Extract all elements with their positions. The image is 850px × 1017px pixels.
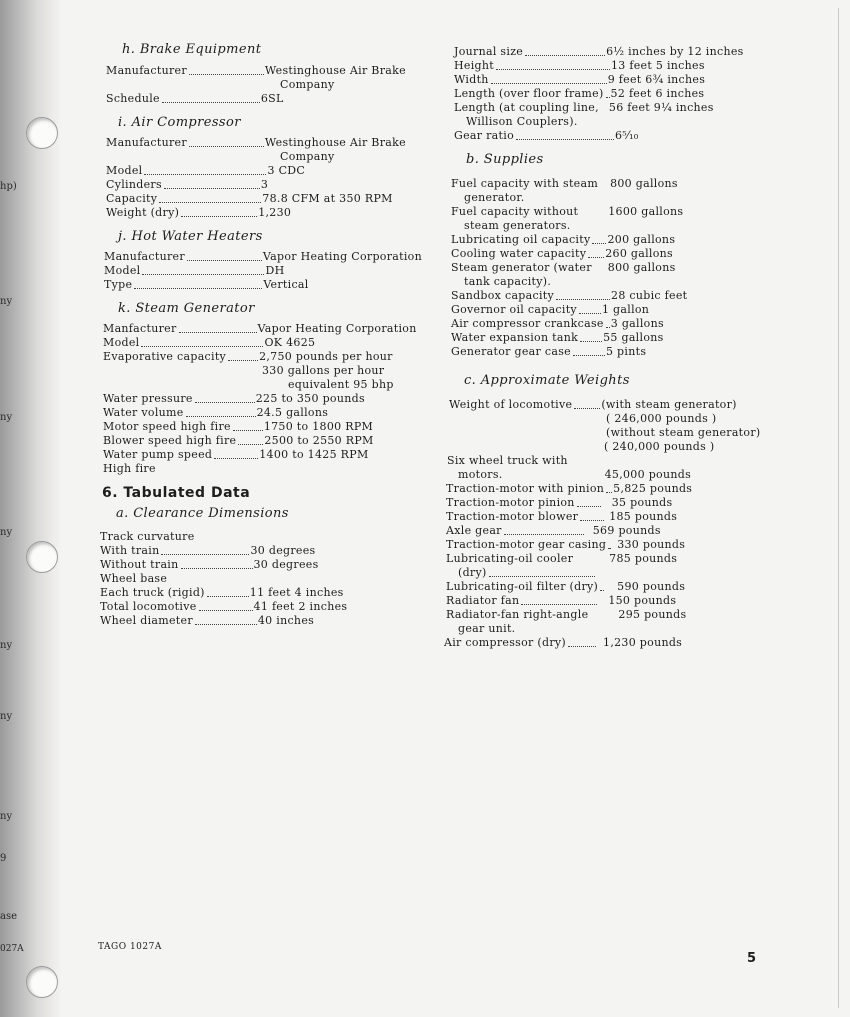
row-value: Vertical	[263, 278, 309, 291]
row-label: Six wheel truck with	[447, 454, 568, 467]
heaters-type-row	[104, 278, 430, 292]
dot-leader	[195, 392, 255, 403]
row-value: 590 pounds	[617, 580, 686, 593]
spacer	[598, 594, 608, 608]
row-value: 1600 gallons	[608, 205, 684, 218]
dot-leader	[580, 331, 602, 342]
cooling-row	[451, 247, 776, 261]
with-train-row	[100, 544, 430, 558]
row-label: Length (at coupling line,	[454, 101, 599, 114]
row-value: 52 feet 6 inches	[610, 87, 705, 100]
generator-heading: k. Steam Generator	[118, 301, 255, 316]
dot-leader	[207, 586, 249, 597]
row-label: Evaporative capacity	[103, 350, 227, 363]
gear-ratio-row	[454, 129, 776, 143]
row-value: DH	[265, 264, 285, 277]
dot-leader	[504, 524, 584, 535]
total-locomotive-row	[100, 600, 430, 614]
loco-weight-cont	[446, 440, 776, 454]
six-wheel-row	[447, 454, 776, 468]
row-value: Vapor Heating Corporation	[257, 322, 417, 335]
row-label: Wheel diameter	[100, 614, 193, 627]
dot-leader	[579, 303, 601, 314]
row-value: Westinghouse Air Brake	[264, 136, 406, 149]
spacer	[598, 177, 610, 191]
row-value: steam generators.	[464, 219, 571, 232]
dot-leader	[134, 278, 262, 289]
row-value: 1750 to 1800 RPM	[263, 420, 374, 433]
brake-manufacturer-row	[106, 64, 430, 78]
row-label: Lubricating-oil cooler	[446, 552, 574, 565]
dot-leader	[491, 73, 607, 84]
compressor-capacity-row	[106, 192, 430, 206]
row-label: Width	[454, 73, 489, 86]
document-code: TAGO 1027A	[98, 942, 162, 952]
margin-fragment: ny	[0, 527, 13, 538]
row-label: Motor speed high fire	[103, 420, 231, 433]
margin-fragment: ny	[0, 711, 13, 722]
row-value: 30 degrees	[250, 544, 316, 557]
row-label: Model	[106, 164, 143, 177]
loco-weight-cont	[446, 412, 776, 426]
fan-gear-row	[446, 608, 776, 622]
section-heading: 6. Tabulated Data	[102, 485, 251, 501]
row-value: 569 pounds	[592, 524, 661, 537]
supplies-heading: b. Supplies	[466, 152, 544, 167]
dot-leader	[159, 192, 261, 203]
row-value: 185 pounds	[609, 510, 678, 523]
generator-blower-row	[103, 434, 430, 448]
dot-leader	[525, 45, 605, 56]
cooler-cont	[458, 566, 776, 580]
length-floor-row	[454, 87, 776, 101]
length-coupling-row	[454, 101, 776, 115]
row-label: Water pump speed	[103, 448, 213, 461]
generator-evap-cont	[100, 378, 430, 392]
row-value: ( 246,000 pounds )	[606, 412, 717, 425]
compressor-weight-row	[106, 206, 430, 220]
margin-fragment: ny	[0, 811, 13, 822]
row-value: 1,230 pounds	[603, 636, 683, 649]
row-label: Wheel base	[100, 572, 168, 585]
row-value: 225 to 350 pounds	[255, 392, 365, 405]
row-label: Track curvature	[100, 530, 195, 543]
row-label: Traction-motor pinion	[446, 496, 575, 509]
row-label: Manfacturer	[103, 322, 177, 335]
dot-leader	[186, 406, 256, 417]
compressor-cylinders-row	[106, 178, 430, 192]
row-value: 150 pounds	[608, 594, 677, 607]
dot-leader	[181, 558, 253, 569]
heaters-manufacturer-row	[104, 250, 430, 264]
row-value: Company	[280, 78, 335, 91]
compressor-manufacturer-row	[106, 136, 430, 150]
row-value: 56 feet 9¼ inches	[608, 101, 714, 114]
row-value: Company	[280, 150, 335, 163]
row-label: Without train	[100, 558, 179, 571]
row-label: Lubricating oil capacity	[451, 233, 591, 246]
cooler-row	[446, 552, 776, 566]
dot-leader	[592, 233, 606, 244]
dot-leader	[189, 136, 264, 147]
row-label: Fuel capacity without	[451, 205, 579, 218]
blower-row	[446, 510, 776, 524]
expansion-row	[451, 331, 776, 345]
dot-leader	[233, 420, 263, 431]
filter-row	[446, 580, 776, 594]
width-row	[454, 73, 776, 87]
weights-heading: c. Approximate Weights	[464, 373, 630, 388]
dot-leader	[238, 434, 263, 445]
compressor-heading: i. Air Compressor	[118, 115, 241, 130]
heaters-model-row	[104, 264, 430, 278]
wheel-base-row	[100, 572, 430, 586]
dot-leader	[164, 178, 260, 189]
row-label: Length (over floor frame)	[454, 87, 604, 100]
row-value: 200 gallons	[607, 233, 676, 246]
row-value: 11 feet 4 inches	[249, 586, 344, 599]
dot-leader	[199, 600, 253, 611]
generator-highfire-row	[103, 462, 430, 476]
row-value: 295 pounds	[618, 608, 687, 621]
left-column	[100, 42, 430, 628]
without-train-row	[100, 558, 430, 572]
row-value: 40 inches	[257, 614, 315, 627]
row-label: Fuel capacity with steam	[451, 177, 599, 190]
row-label: Sandbox capacity	[451, 289, 555, 302]
row-value: 30 degrees	[253, 558, 319, 571]
generator-pressure-row	[103, 392, 430, 406]
generator-pump-row	[103, 448, 430, 462]
row-label: Traction-motor with pinion	[446, 482, 605, 495]
row-label: Axle gear	[446, 524, 502, 537]
row-value: 330 gallons per hour	[262, 364, 385, 377]
brake-schedule-row	[106, 92, 430, 106]
margin-fragment: ny	[0, 412, 13, 423]
row-label: Water expansion tank	[451, 331, 579, 344]
punch-hole	[26, 966, 58, 998]
margin-fragment: ny	[0, 296, 13, 307]
row-value: Westinghouse Air Brake	[264, 64, 406, 77]
row-label: Total locomotive	[100, 600, 197, 613]
row-label: motors.	[458, 468, 503, 481]
row-label: Manufacturer	[106, 136, 187, 149]
dot-leader	[556, 289, 610, 300]
dot-leader	[573, 345, 605, 356]
generator-volume-row	[103, 406, 430, 420]
row-value: 1 gallon	[601, 303, 650, 316]
row-value: 13 feet 5 inches	[610, 59, 705, 72]
punch-hole	[26, 117, 58, 149]
dot-leader	[214, 448, 258, 459]
row-value: Vapor Heating Corporation	[262, 250, 422, 263]
dot-leader	[161, 544, 249, 555]
page-edge	[838, 8, 839, 1008]
row-label: Journal size	[454, 45, 524, 58]
dot-leader	[142, 264, 264, 275]
row-label: Traction-motor blower	[446, 510, 579, 523]
axle-row	[446, 524, 776, 538]
steam-tank-cont	[464, 275, 776, 289]
aircomp-row	[444, 636, 776, 650]
generator-evap-cont	[100, 364, 430, 378]
row-value: 6⁵⁄₁₀	[615, 129, 639, 142]
row-value: 45,000 pounds	[604, 468, 692, 481]
binding-margin	[0, 0, 62, 1017]
row-label: Gear ratio	[454, 129, 514, 142]
row-value: 5 pints	[605, 345, 647, 358]
row-label: High fire	[103, 462, 156, 475]
row-value: 41 feet 2 inches	[253, 600, 348, 613]
row-label: Generator gear case	[451, 345, 571, 358]
spacer	[605, 580, 617, 594]
row-value: (without steam generator)	[606, 426, 761, 439]
brake-heading: h. Brake Equipment	[122, 42, 262, 57]
punch-hole	[26, 541, 58, 573]
row-label: Capacity	[106, 192, 158, 205]
row-label: Air compressor (dry)	[444, 636, 567, 649]
dot-leader	[228, 350, 258, 361]
length-coupling-cont	[466, 115, 776, 129]
row-value: 35 pounds	[611, 496, 673, 509]
row-value: 260 gallons	[605, 247, 673, 260]
row-label: Radiator-fan right-angle	[446, 608, 589, 621]
row-value: ( 240,000 pounds )	[604, 440, 715, 453]
loco-weight-row	[449, 398, 776, 412]
generator-manufacturer-row	[103, 322, 430, 336]
row-value: 3	[260, 178, 269, 191]
row-label: Lubricating-oil filter (dry)	[446, 580, 599, 593]
row-value: 1,230	[258, 206, 292, 219]
row-value: 2,750 pounds per hour	[259, 350, 393, 363]
dot-leader	[606, 482, 612, 493]
row-value: 1400 to 1425 RPM	[259, 448, 369, 461]
height-row	[454, 59, 776, 73]
row-value: Willison Couplers).	[466, 115, 578, 128]
spacer	[573, 552, 609, 566]
dot-leader	[577, 496, 601, 507]
row-label: Model	[103, 336, 140, 349]
spacer	[503, 468, 605, 482]
tm-pinion-row	[446, 482, 776, 496]
dot-leader	[189, 64, 264, 75]
fuel-with-cont	[464, 191, 776, 205]
fuel-without-cont	[464, 219, 776, 233]
dot-leader	[195, 614, 257, 625]
row-label: With train	[100, 544, 160, 557]
sandbox-row	[451, 289, 776, 303]
row-label: Cylinders	[106, 178, 162, 191]
dot-leader	[574, 398, 600, 409]
margin-fragment: ny	[0, 640, 13, 651]
row-label: Weight (dry)	[106, 206, 180, 219]
row-label: Manufacturer	[104, 250, 185, 263]
dot-leader	[496, 59, 610, 70]
row-value: OK 4625	[264, 336, 316, 349]
row-value: 785 pounds	[609, 552, 678, 565]
six-wheel-cont	[458, 468, 776, 482]
row-label: Model	[104, 264, 141, 277]
generator-motor-row	[103, 420, 430, 434]
margin-fragment: hp)	[0, 181, 17, 192]
spacer	[592, 261, 608, 275]
page-number: 5	[747, 951, 757, 966]
dot-leader	[181, 206, 257, 217]
governor-row	[451, 303, 776, 317]
row-value: 6½ inches by 12 inches	[606, 45, 744, 58]
fan-row	[446, 594, 776, 608]
dot-leader	[580, 510, 604, 521]
wheel-diameter-row	[100, 614, 430, 628]
dot-leader	[516, 129, 614, 140]
spacer	[585, 524, 593, 538]
dot-leader	[588, 247, 604, 258]
spacer	[602, 496, 612, 510]
dot-leader	[187, 250, 262, 261]
row-value: 24.5 gallons	[256, 406, 329, 419]
margin-fragment: 9	[0, 853, 7, 864]
fuel-with-row	[451, 177, 776, 191]
row-value: 2500 to 2550 RPM	[264, 434, 374, 447]
journal-row	[454, 45, 776, 59]
dot-leader	[568, 636, 596, 647]
spacer	[588, 608, 618, 622]
row-label: Type	[104, 278, 133, 291]
row-value: 800 gallons	[610, 177, 678, 190]
row-value: 78.8 CFM at 350 RPM	[262, 192, 393, 205]
dot-leader	[521, 594, 597, 605]
dot-leader	[179, 322, 257, 333]
row-label: Weight of locomotive	[449, 398, 573, 411]
row-value: equivalent 95 bhp	[288, 378, 394, 391]
row-label: Cooling water capacity	[451, 247, 587, 260]
row-label: Height	[454, 59, 494, 72]
crankcase-row	[451, 317, 776, 331]
row-label: Governor oil capacity	[451, 303, 577, 316]
row-value: (with steam generator)	[601, 398, 737, 411]
spacer	[578, 205, 608, 219]
row-label: Air compressor crankcase	[451, 317, 604, 330]
row-value: tank capacity).	[464, 275, 552, 288]
dot-leader	[141, 336, 263, 347]
gear-casing-row	[446, 538, 776, 552]
row-value: 9 feet 6¾ inches	[607, 73, 706, 86]
dot-leader	[144, 164, 266, 175]
spacer	[599, 101, 609, 115]
row-value: gear unit.	[458, 622, 516, 635]
dot-leader	[600, 580, 604, 591]
margin-fragment: 027A	[0, 944, 24, 954]
row-label: (dry)	[458, 566, 487, 579]
row-label: Water volume	[103, 406, 184, 419]
row-label: Blower speed high fire	[103, 434, 237, 447]
row-label: Steam generator (water	[451, 261, 592, 274]
track-curvature-row	[100, 530, 430, 544]
row-value: 330 pounds	[617, 538, 686, 551]
row-label: Radiator fan	[446, 594, 520, 607]
clearance-heading: a. Clearance Dimensions	[116, 506, 289, 521]
brake-manufacturer-cont	[100, 78, 430, 92]
row-value: 3 gallons	[610, 317, 664, 330]
row-value: 5,825 pounds	[613, 482, 693, 495]
generator-model-row	[103, 336, 430, 350]
each-truck-row	[100, 586, 430, 600]
dot-leader	[606, 87, 610, 98]
compressor-manufacturer-cont	[100, 150, 430, 164]
fan-gear-cont	[458, 622, 776, 636]
row-label: Schedule	[106, 92, 160, 105]
row-label: Each truck (rigid)	[100, 586, 205, 599]
right-column	[446, 45, 776, 650]
row-label: Traction-motor gear casing	[446, 538, 607, 551]
loco-weight-cont	[446, 426, 776, 440]
fuel-without-row	[451, 205, 776, 219]
compressor-model-row	[106, 164, 430, 178]
row-label: Manufacturer	[106, 64, 187, 77]
row-value: generator.	[464, 191, 525, 204]
row-label: Water pressure	[103, 392, 193, 405]
lube-row	[451, 233, 776, 247]
heaters-heading: j. Hot Water Heaters	[118, 229, 263, 244]
dot-leader	[489, 566, 595, 577]
margin-fragment: ase	[0, 911, 18, 922]
dot-leader	[162, 92, 260, 103]
row-value: 3 CDC	[267, 164, 306, 177]
dot-leader	[608, 538, 610, 549]
pinion-row	[446, 496, 776, 510]
gearcase-row	[451, 345, 776, 359]
row-value: 55 gallons	[603, 331, 664, 344]
row-value: 28 cubic feet	[611, 289, 688, 302]
row-value: 6SL	[260, 92, 284, 105]
generator-evap-row	[103, 350, 430, 364]
steam-tank-row	[451, 261, 776, 275]
dot-leader	[606, 317, 610, 328]
row-value: 800 gallons	[607, 261, 676, 274]
